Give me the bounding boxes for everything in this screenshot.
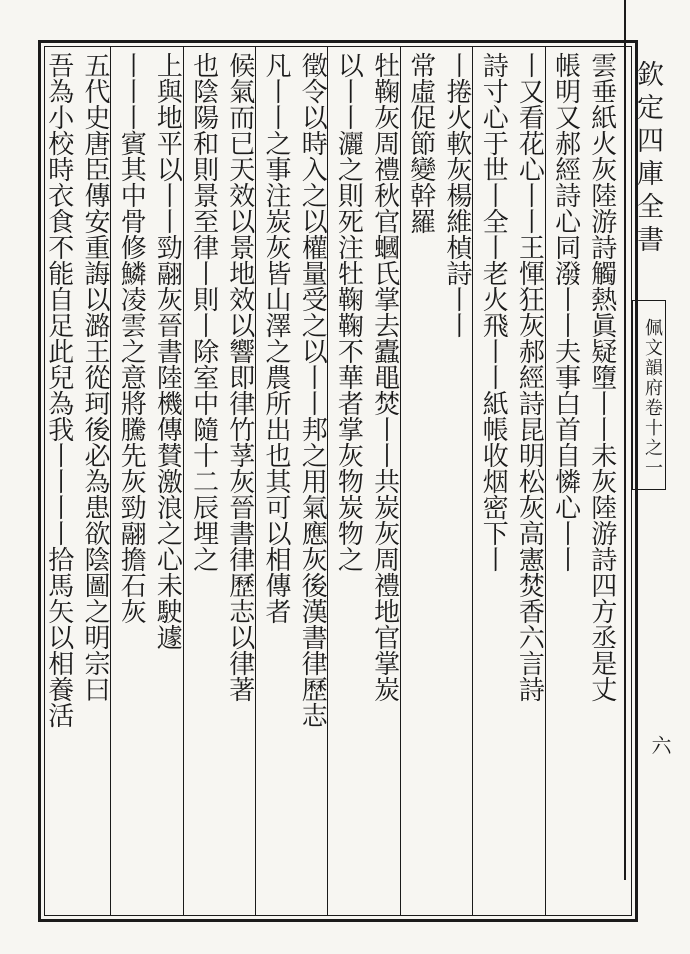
text-column: 丨捲火軟灰楊維楨詩丨丨 (442, 52, 472, 338)
text-column: 丨又看花心丨丨王惲狂灰郝經詩昆明松灰高憲焚香六言詩 (514, 52, 545, 702)
text-column: 五代史唐臣傳安重誨以潞王從珂後必為患欲陰圖之明宗曰 (80, 52, 110, 702)
text-column: 凡丨丨之事注炭灰皆山澤之農所出也其可以相傳者 (261, 52, 291, 624)
text-column: 吾為小校時衣食不能自足此兒為我丨丨丨丨拾馬矢以相養活 (43, 52, 74, 728)
text-column: 牡鞠灰周禮秋官蟈氏掌去蠹黽焚丨丨共炭灰周禮地官掌炭 (369, 52, 400, 702)
text-column: 帳明又郝經詩心同潑丨丨夫事白首自憐心丨丨 (550, 52, 581, 572)
banner-book-title: 佩文韻府卷十之一 (632, 300, 666, 490)
text-column: 徵令以時入之以權量受之以丨丨邦之用氣應灰後漢書律歷志 (297, 52, 328, 728)
text-column: 也陰陽和則景至律丨則丨除室中隨十二辰埋之 (188, 52, 219, 572)
banner-page-number: 六 (648, 735, 672, 755)
text-column: 詩寸心于世丨全丨老火飛丨丨紙帳收烟密下丨 (478, 52, 509, 572)
text-column: 候氣而已天效以景地效以響即律竹莩灰晉書律歷志以律著 (224, 52, 255, 702)
text-column: 上與地平以丨丨勁翮灰晉書陸機傳賛激浪之心未駛遽 (152, 52, 183, 650)
text-column: 以丨丨灑之則死注牡鞠鞠不華者掌灰物炭物之 (333, 52, 364, 572)
text-column: 常虛促節變幹羅 (405, 52, 436, 234)
banner-title: 欽定四庫全書 (632, 60, 663, 258)
text-column: 丨丨丨賓其中骨修鱗凌雲之意將騰先灰勁翮擔石灰 (116, 52, 147, 624)
text-column: 雲垂紙火灰陸游詩觸熱眞疑墮丨丨未灰陸游詩四方丞是丈 (586, 52, 617, 702)
banner-divider (624, 0, 626, 880)
